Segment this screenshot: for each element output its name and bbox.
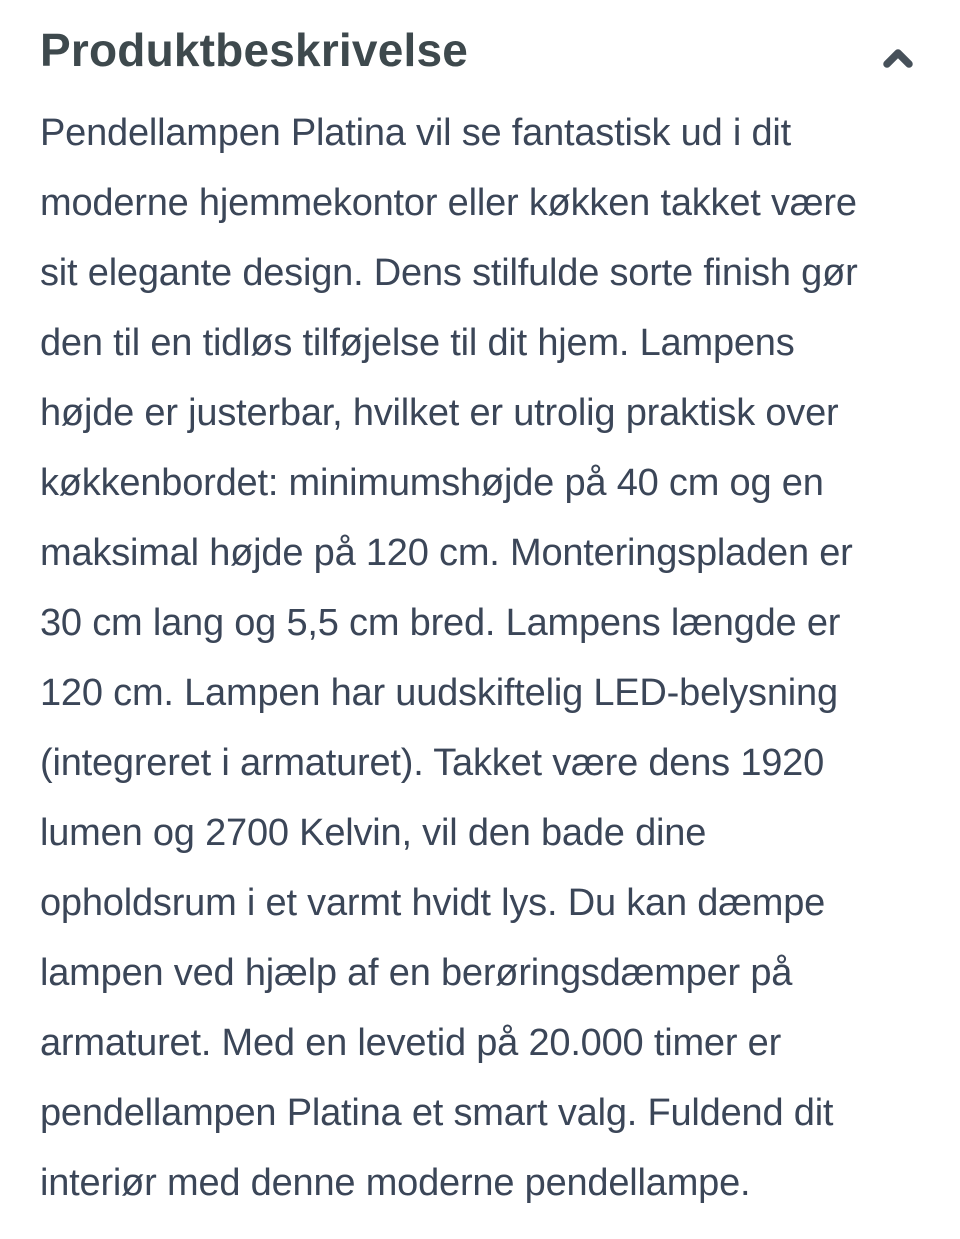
accordion-header-produktbeskrivelse[interactable] bbox=[40, 24, 920, 76]
description-line: lumen og 2700 Kelvin, vil den bade dine bbox=[40, 812, 707, 854]
description-line: 30 cm lang og 5,5 cm bred. Lampens længde er bbox=[40, 602, 841, 644]
description-line: højde er justerbar, hvilket er utrolig praktisk over bbox=[40, 392, 839, 434]
description-line: sit elegante design. Dens stilfulde sorte finish gør bbox=[40, 252, 858, 294]
description-line: lampen ved hjælp af en berøringsdæmper på bbox=[40, 952, 793, 994]
product-description-text bbox=[40, 98, 920, 1218]
description-line: Pendellampen Platina vil se fantastisk ud i dit bbox=[40, 112, 792, 154]
section-title: Produktbeskrivelse bbox=[40, 24, 469, 76]
description-line: maksimal højde på 120 cm. Monteringspladen er bbox=[40, 532, 853, 574]
description-line: pendellampen Platina et smart valg. Fuldend dit bbox=[40, 1092, 834, 1134]
description-line: opholdsrum i et varmt hvidt lys. Du kan dæmpe bbox=[40, 882, 826, 924]
product-description-section bbox=[0, 24, 960, 1239]
description-line: (integreret i armaturet). Takket være dens 1920 bbox=[40, 742, 825, 784]
description-line: den til en tidløs tilføjelse til dit hjem. Lampens bbox=[40, 322, 795, 364]
description-line: interiør med denne moderne pendellampe. bbox=[40, 1162, 751, 1204]
description-line: køkkenbordet: minimumshøjde på 40 cm og en bbox=[40, 462, 824, 504]
description-line: moderne hjemmekontor eller køkken takket være bbox=[40, 182, 857, 224]
description-line: armaturet. Med en levetid på 20.000 timer er bbox=[40, 1022, 782, 1064]
chevron-up-icon[interactable] bbox=[882, 47, 914, 71]
description-line: 120 cm. Lampen har uudskiftelig LED-belysning bbox=[40, 672, 838, 714]
